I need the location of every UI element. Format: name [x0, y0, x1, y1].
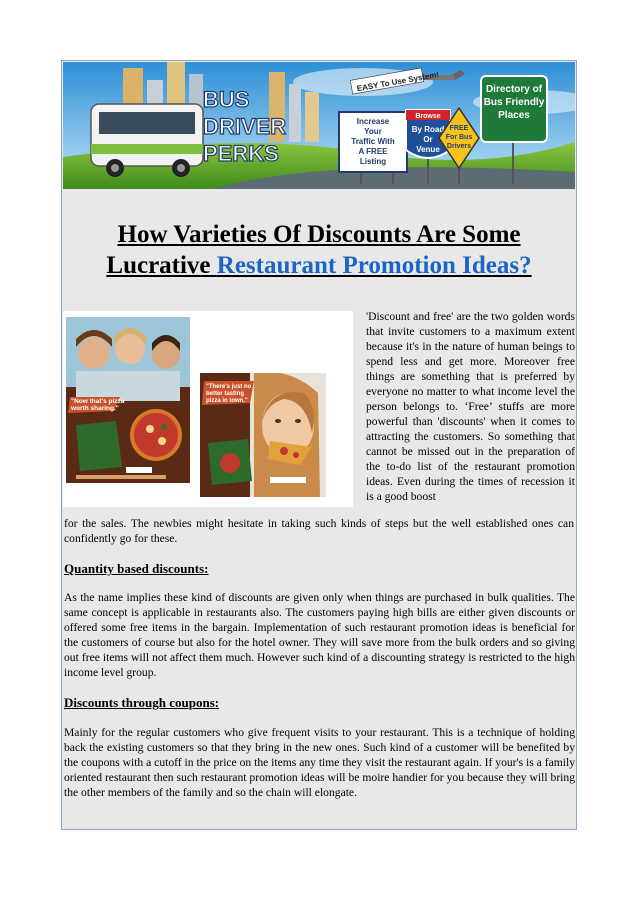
- title-line-1: How Varieties Of Discounts Are Some: [117, 221, 521, 248]
- banner-graphic: [63, 62, 575, 189]
- intro-paragraph: 'Discount and free' are the two golden words that invite customers to a maximum extent because it's in the nature of human beings to spend less and get more. Moreover free things are something that is preferred by everyone no matter to what income level the person belongs to. ‘Free’ stuffs are more powerful than 'discounts' when it comes to attracting the customers. So something that cannot be missed out in the preparation of the to-do list of the restaurant promotion ideas. Even during the times of recession it is a good boost: [366, 310, 575, 503]
- svg-text:PERKS: PERKS: [203, 141, 279, 166]
- svg-text:By RoadOrVenue: By Road Or Venue: [411, 125, 445, 154]
- svg-text:BUS: BUS: [203, 87, 250, 112]
- section-heading-coupon-discounts: Discounts through coupons:: [64, 695, 220, 710]
- pizza-ads-image: [63, 311, 353, 507]
- header-banner: [63, 62, 575, 189]
- document-frame: [61, 60, 577, 830]
- svg-text:FREEFor BusDrivers: FREE For Bus Drivers: [445, 125, 473, 150]
- article-title: [62, 219, 576, 281]
- svg-text:Browse: Browse: [415, 113, 441, 120]
- svg-text:IncreaseYourTraffic WithA FREE: Increase Your Traffic With A FREE Listing: [351, 117, 395, 166]
- svg-text:Directory ofBus FriendlyPlaces: Directory of Bus Friendly Places: [483, 84, 545, 121]
- pizza-ad-woman: [200, 373, 326, 497]
- title-line-2: [106, 252, 531, 279]
- svg-text:DRIVER: DRIVER: [203, 114, 287, 139]
- restaurant-promotion-ideas-link[interactable]: Restaurant Promotion Ideas?: [216, 252, 532, 279]
- title-plain-word: Lucrative: [106, 252, 211, 279]
- pizza-ad-friends: [66, 317, 190, 483]
- section-body-quantity-discounts: As the name implies these kind of discounts are given only when things are purchased in bulk qualities. The same concept is applicable in restaurants also. The customers paying high bills are either given discounts or offered some free items in the bargain. Implementation of such restaurant promotion ideas is beneficial for the customers of course but also for the hotel owner. They will save more from the bulk orders and so giving out free items will not affect them much. However such kind of a discounting strategy is restricted to the high income level group.: [64, 591, 575, 679]
- svg-text:EASY To Use System!: EASY To Use System!: [356, 69, 440, 94]
- svg-text:"Now that's pizzaworth sharing: "Now that's pizza worth sharing.": [71, 398, 125, 412]
- section-heading-quantity-discounts: Quantity based discounts:: [64, 561, 209, 576]
- bus-icon: [91, 104, 203, 177]
- intro-paragraph-continued: for the sales. The newbies might hesitate in taking such kinds of steps but the well established ones can confidently go for these.: [64, 517, 574, 545]
- svg-text:"There's just nobetter tasting: "There's just no better tasting pizza in town.": [206, 384, 252, 404]
- section-body-coupon-discounts: Mainly for the regular customers who give frequent visits to your restaurant. This is a technique of holding back the existing customers so that they bring in the new ones. Such kind of a customer will be benefited by the coupons with a cutoff in the price on the items any time they visit the restaurant again. If your's is a family oriented restaurant then such restaurant promotion ideas will be moire handier for you because they will bring the other members of the family and so the chain will elongate.: [64, 726, 575, 799]
